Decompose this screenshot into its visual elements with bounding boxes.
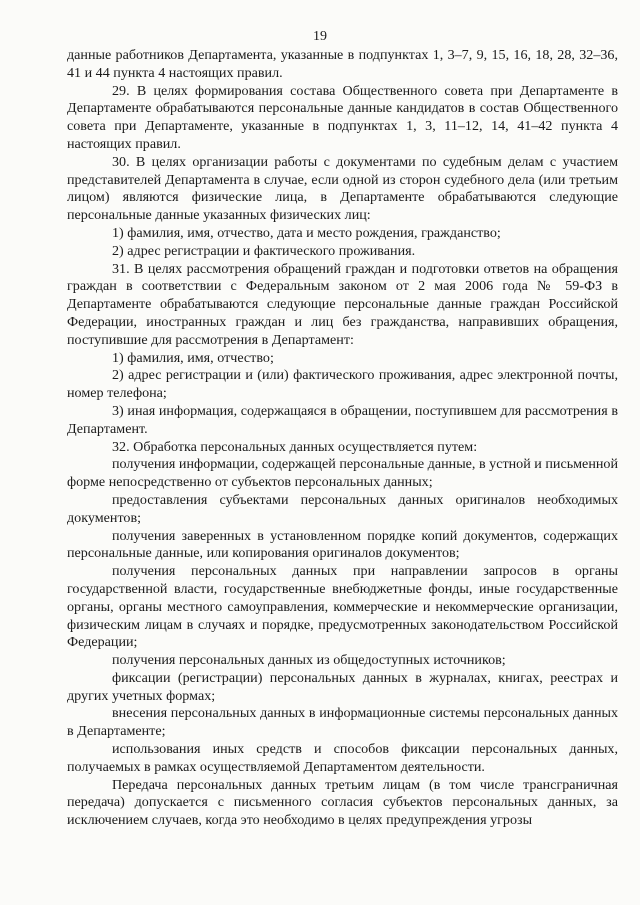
paragraph-30: 30. В целях организации работы с документами по судебным делам с участием представителей Департамента в случае, если одной из сторон судебного дела (или третьим лицом) являются физические лица, в Департаменте обрабатываются следующие персональные данные указанных физических лиц: — [67, 153, 618, 224]
document-body — [67, 47, 618, 830]
paragraph-31: 31. В целях рассмотрения обращений граждан и подготовки ответов на обращения граждан в соответствии с Федеральным законом от 2 мая 2006 года № 59-ФЗ в Департаменте обрабатываются следующие персональные данные граждан Российской Федерации, иностранных граждан и лиц без гражданства, направивших обращения, поступившие для рассмотрения в Департамент: — [67, 260, 618, 348]
paragraph-30-item-2: 2) адрес регистрации и фактического проживания. — [112, 242, 416, 259]
page-number: 19 — [313, 29, 327, 44]
paragraph-32-item-7: внесения персональных данных в информационные системы персональных данных в Департаменте; — [67, 705, 618, 740]
paragraph-32-item-3: получения заверенных в установленном порядке копий документов, содержащих персональные данные, или копирования оригиналов документов; — [67, 527, 618, 562]
paragraph-29: 29. В целях формирования состава Общественного совета при Департаменте в Департаменте обрабатываются персональные данные кандидатов в состав Общественного совета при Департаменте, указанные в подпунктах 1, 3, 11–12, 14, 41–42 пункта 4 настоящих правил. — [67, 82, 618, 152]
paragraph-continuation: данные работников Департамента, указанные в подпунктах 1, 3–7, 9, 15, 16, 18, 28, 32–36, 41 и 44 пункта 4 настоящих правил. — [67, 47, 618, 81]
paragraph-32-item-4: получения персональных данных при направлении запросов в органы государственной власти, государственные внебюджетные фонды, иные государственные органы, органы местного самоуправления, коммерческие и некоммерческие организации, физическим лицам в случаях и порядке, предусмотренных законодательством Российской Федерации; — [67, 563, 618, 651]
paragraph-32: 32. Обработка персональных данных осуществляется путем: — [112, 438, 478, 455]
paragraph-31-item-3: 3) иная информация, содержащаяся в обращении, поступившем для рассмотрения в Департамент. — [67, 402, 618, 437]
paragraph-32-item-2: предоставления субъектами персональных данных оригиналов необходимых документов; — [67, 491, 618, 526]
paragraph-32-item-5: получения персональных данных из общедоступных источников; — [112, 652, 506, 669]
paragraph-transfer: Передача персональных данных третьим лицам (в том числе трансграничная передача) допускается с письменного согласия субъектов персональных данных, за исключением случаев, когда это необходимо в целях предупреждения угрозы — [67, 776, 618, 829]
paragraph-32-item-8: использования иных средств и способов фиксации персональных данных, получаемых в рамках осуществляемой Департаментом деятельности. — [67, 741, 618, 775]
paragraph-30-item-1: 1) фамилия, имя, отчество, дата и место рождения, гражданство; — [112, 224, 501, 241]
paragraph-31-item-1: 1) фамилия, имя, отчество; — [112, 349, 274, 366]
paragraph-32-item-6: фиксации (регистрации) персональных данных в журналах, книгах, реестрах и других учетных формах; — [67, 669, 618, 704]
paragraph-32-item-1: получения информации, содержащей персональные данные, в устной и письменной форме непосредственно от субъектов персональных данных; — [67, 456, 618, 491]
paragraph-31-item-2: 2) адрес регистрации и (или) фактического проживания, адрес электронной почты, номер телефона; — [67, 367, 618, 402]
